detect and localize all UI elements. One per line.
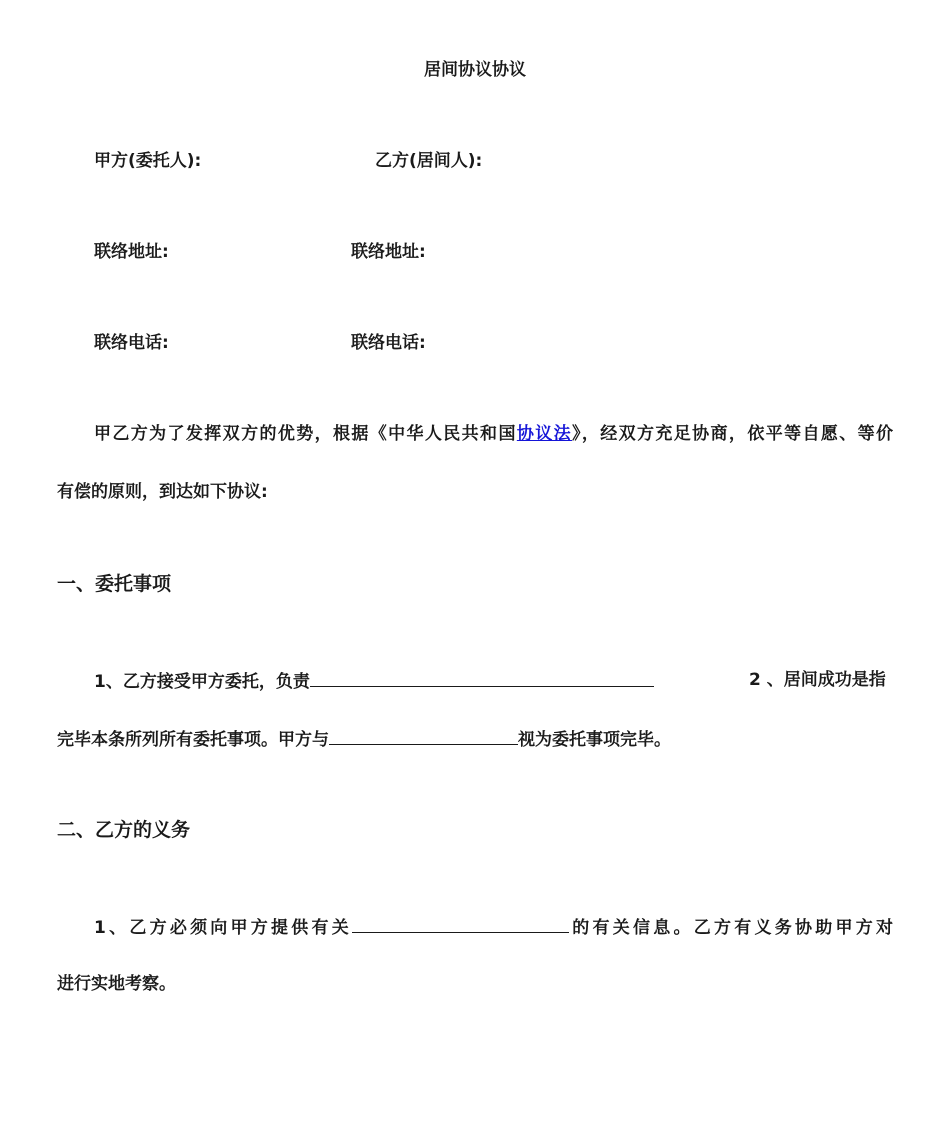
section-1-item-1-text: 1、乙方接受甲方委托，负责 (94, 672, 310, 692)
phone-b-label: 联络电话: (351, 333, 426, 353)
section-2-heading: 二、乙方的义务 (57, 819, 191, 841)
section-2-item-1-suffix: 的有关信息。乙方有义务协助甲方对 (569, 918, 894, 938)
section-2-line-2: 进行实地考察。 (57, 974, 176, 994)
preamble-text-1: 甲乙方为了发挥双方的优势，根据《中华人民共和国 (94, 424, 517, 444)
section-2-item-1-blank (352, 914, 569, 933)
preamble-line-1 (57, 422, 893, 446)
address-a-label: 联络地址: (94, 242, 169, 262)
party-b-label: 乙方(居间人): (375, 151, 483, 171)
phone-a-label: 联络电话: (94, 333, 169, 353)
address-b-label: 联络地址: (351, 242, 426, 262)
section-1-line-2-blank (329, 726, 518, 745)
document-title: 居间协议协议 (424, 60, 526, 80)
preamble-text-2: 》，经双方充足协商，依平等自愿、等价 (571, 424, 894, 444)
section-1-item-1-blank (310, 668, 654, 687)
section-1-heading: 一、委托事项 (57, 573, 172, 595)
contract-law-link[interactable]: 协议法 (516, 424, 572, 444)
section-1-line-2 (57, 726, 671, 752)
section-2-item-1 (57, 914, 893, 940)
section-2-item-1-prefix: 1、乙方必须向甲方提供有关 (94, 918, 353, 938)
section-1-item-2-start: 2 、居间成功是指 (749, 670, 886, 690)
party-a-label: 甲方(委托人): (94, 151, 202, 171)
section-1-item-1 (94, 668, 654, 694)
preamble-line-2: 有偿的原则，到达如下协议: (57, 482, 268, 502)
section-1-line-2-prefix: 完毕本条所列所有委托事项。甲方与 (57, 730, 329, 750)
section-1-line-2-suffix: 视为委托事项完毕。 (518, 730, 671, 750)
